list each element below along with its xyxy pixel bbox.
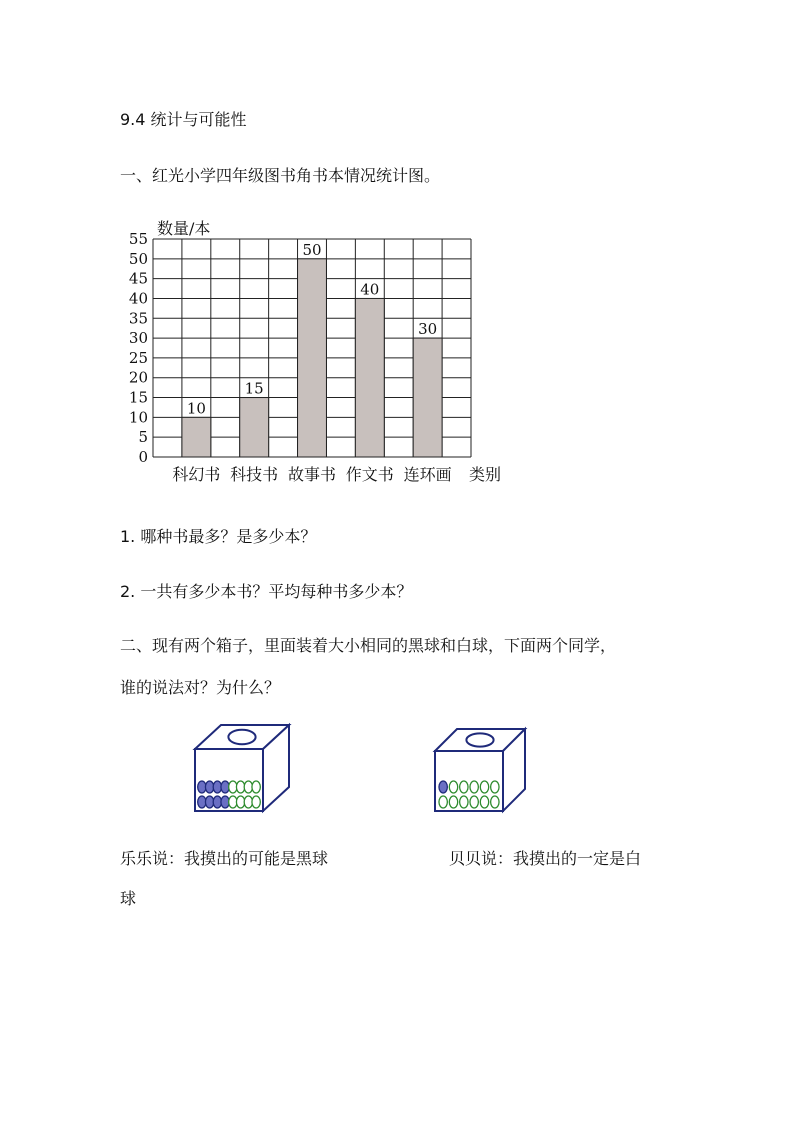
- lele-statement: 乐乐说：我摸出的可能是黑球: [120, 849, 329, 868]
- y-tick-label: 45: [128, 269, 148, 288]
- x-category-label: 科技书: [230, 465, 279, 484]
- box-opening: [228, 730, 255, 744]
- y-tick-label: 40: [128, 289, 148, 308]
- white-ball: [480, 781, 488, 793]
- bar: [413, 338, 442, 457]
- x-category-label: 故事书: [287, 465, 337, 484]
- white-ball: [252, 796, 260, 808]
- y-tick-label: 20: [128, 368, 148, 387]
- white-ball: [491, 781, 499, 793]
- white-ball: [449, 781, 457, 793]
- y-tick-label: 5: [138, 428, 148, 447]
- section-title: 9.4 统计与可能性: [120, 110, 247, 129]
- y-tick-label: 10: [128, 408, 148, 427]
- question-1: 1. 哪种书最多？是多少本？: [120, 527, 317, 546]
- y-tick-label: 55: [128, 230, 148, 248]
- white-ball: [460, 781, 468, 793]
- beibei-statement-line1: 贝贝说：我摸出的一定是白: [449, 849, 642, 868]
- part1-heading: 一、红光小学四年级图书角书本情况统计图。: [120, 166, 441, 185]
- x-category-label: 科幻书: [172, 465, 221, 484]
- y-axis-label: 数量/本: [157, 219, 211, 238]
- y-tick-label: 30: [128, 329, 148, 348]
- white-ball: [470, 781, 478, 793]
- box-opening: [466, 733, 493, 746]
- y-tick-label: 50: [128, 249, 148, 268]
- bar-value-label: 40: [360, 280, 380, 299]
- black-ball: [439, 781, 447, 793]
- bar: [355, 298, 384, 457]
- y-tick-label: 35: [128, 309, 148, 328]
- ball-box-2: [432, 726, 528, 814]
- bar: [298, 259, 327, 457]
- x-category-label: 连环画: [403, 465, 452, 484]
- white-ball: [470, 796, 478, 808]
- white-ball: [252, 781, 260, 793]
- part2-heading-line1: 二、现有两个箱子，里面装着大小相同的黑球和白球，下面两个同学，: [120, 636, 617, 655]
- bar: [240, 398, 269, 457]
- white-ball: [449, 796, 457, 808]
- ball-box-1: [192, 722, 292, 814]
- bar-chart: [120, 212, 520, 492]
- y-tick-label: 15: [128, 388, 148, 407]
- bar-value-label: 50: [302, 240, 322, 259]
- bar: [182, 417, 211, 457]
- part2-heading-line2: 谁的说法对？为什么？: [120, 678, 281, 697]
- bar-value-label: 30: [418, 320, 438, 339]
- bar-value-label: 15: [244, 379, 264, 398]
- x-category-label: 作文书: [345, 465, 394, 484]
- beibei-statement-line2: 球: [120, 889, 137, 908]
- question-2: 2. 一共有多少本书？平均每种书多少本？: [120, 582, 413, 601]
- white-ball: [439, 796, 447, 808]
- white-ball: [460, 796, 468, 808]
- white-ball: [491, 796, 499, 808]
- bar-value-label: 10: [186, 399, 206, 418]
- y-tick-label: 0: [138, 448, 148, 466]
- y-tick-label: 25: [128, 348, 148, 367]
- white-ball: [480, 796, 488, 808]
- x-axis-label: 类别: [468, 465, 502, 484]
